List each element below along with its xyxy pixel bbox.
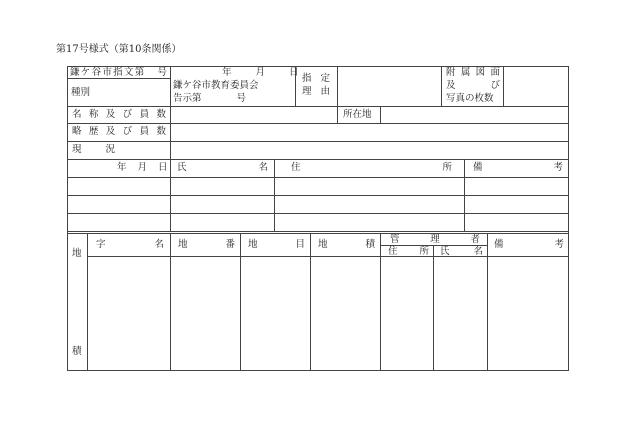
notice-number-label: 告示第 号 xyxy=(173,93,247,104)
reason-label: 理 由 xyxy=(302,86,331,97)
history-count-label: 略 歴 及 び 員 数 xyxy=(72,126,166,137)
rule xyxy=(240,233,241,371)
aza-header: 字 名 xyxy=(96,239,164,250)
frame-bottom xyxy=(67,370,569,371)
rule xyxy=(67,106,569,107)
rule xyxy=(67,78,170,79)
designation-label: 指 定 xyxy=(302,73,331,84)
manager-name-header: 氏 名 xyxy=(440,246,483,257)
attachments-label: 附 属 図 面 xyxy=(446,67,500,78)
manager-address-header: 住 所 xyxy=(388,246,429,257)
owner-remarks-header: 備 考 xyxy=(473,162,563,173)
manager-header: 管 理 者 xyxy=(390,234,480,245)
rule xyxy=(170,106,171,159)
rule xyxy=(310,233,311,371)
rule xyxy=(380,106,381,123)
rule xyxy=(67,213,569,214)
status-label: 現 況 xyxy=(72,144,116,155)
rule xyxy=(67,177,569,178)
chimoku-header: 地 目 xyxy=(248,239,305,250)
rule xyxy=(67,195,569,196)
attachments-and-label: 及 び xyxy=(446,80,500,91)
rule xyxy=(170,66,171,106)
photo-count-label: 写真の枚数 xyxy=(446,93,494,104)
board-notice: 鎌ケ谷市教育委員会 xyxy=(173,80,259,91)
rule xyxy=(67,123,569,124)
rule xyxy=(87,256,569,257)
date-top: 年 月 日 xyxy=(222,67,299,78)
form-title: 第17号様式（第10条関係） xyxy=(56,44,182,55)
rule xyxy=(67,141,569,142)
frame-right xyxy=(568,66,569,371)
rule xyxy=(503,66,504,106)
rule xyxy=(487,233,488,371)
rule xyxy=(337,106,338,123)
chiban-header: 地 番 xyxy=(178,239,235,250)
owner-address-header: 住 所 xyxy=(291,162,452,173)
land-area-side-bottom: 積 xyxy=(72,346,82,357)
land-remarks-header: 備 考 xyxy=(494,239,564,250)
owner-date-header: 年 月 日 xyxy=(117,162,168,173)
rule xyxy=(170,233,171,371)
name-count-label: 名 称 及 び 員 数 xyxy=(72,109,166,120)
owner-name-header: 氏 名 xyxy=(177,162,268,173)
type-label: 種別 xyxy=(71,87,91,98)
city-notice-number-label: 鎌 ケ 谷 市 指 文 第 号 xyxy=(70,67,167,78)
rule xyxy=(87,233,88,371)
rule xyxy=(67,231,569,232)
rule xyxy=(67,159,569,160)
rule xyxy=(441,66,442,106)
frame-left xyxy=(67,66,68,371)
rule xyxy=(380,233,381,371)
rule xyxy=(67,233,569,234)
location-label: 所在地 xyxy=(343,109,372,120)
land-area-side-top: 地 xyxy=(72,248,82,259)
rule xyxy=(337,66,338,106)
rule xyxy=(433,245,434,371)
chiseki-header: 地 積 xyxy=(318,239,375,250)
